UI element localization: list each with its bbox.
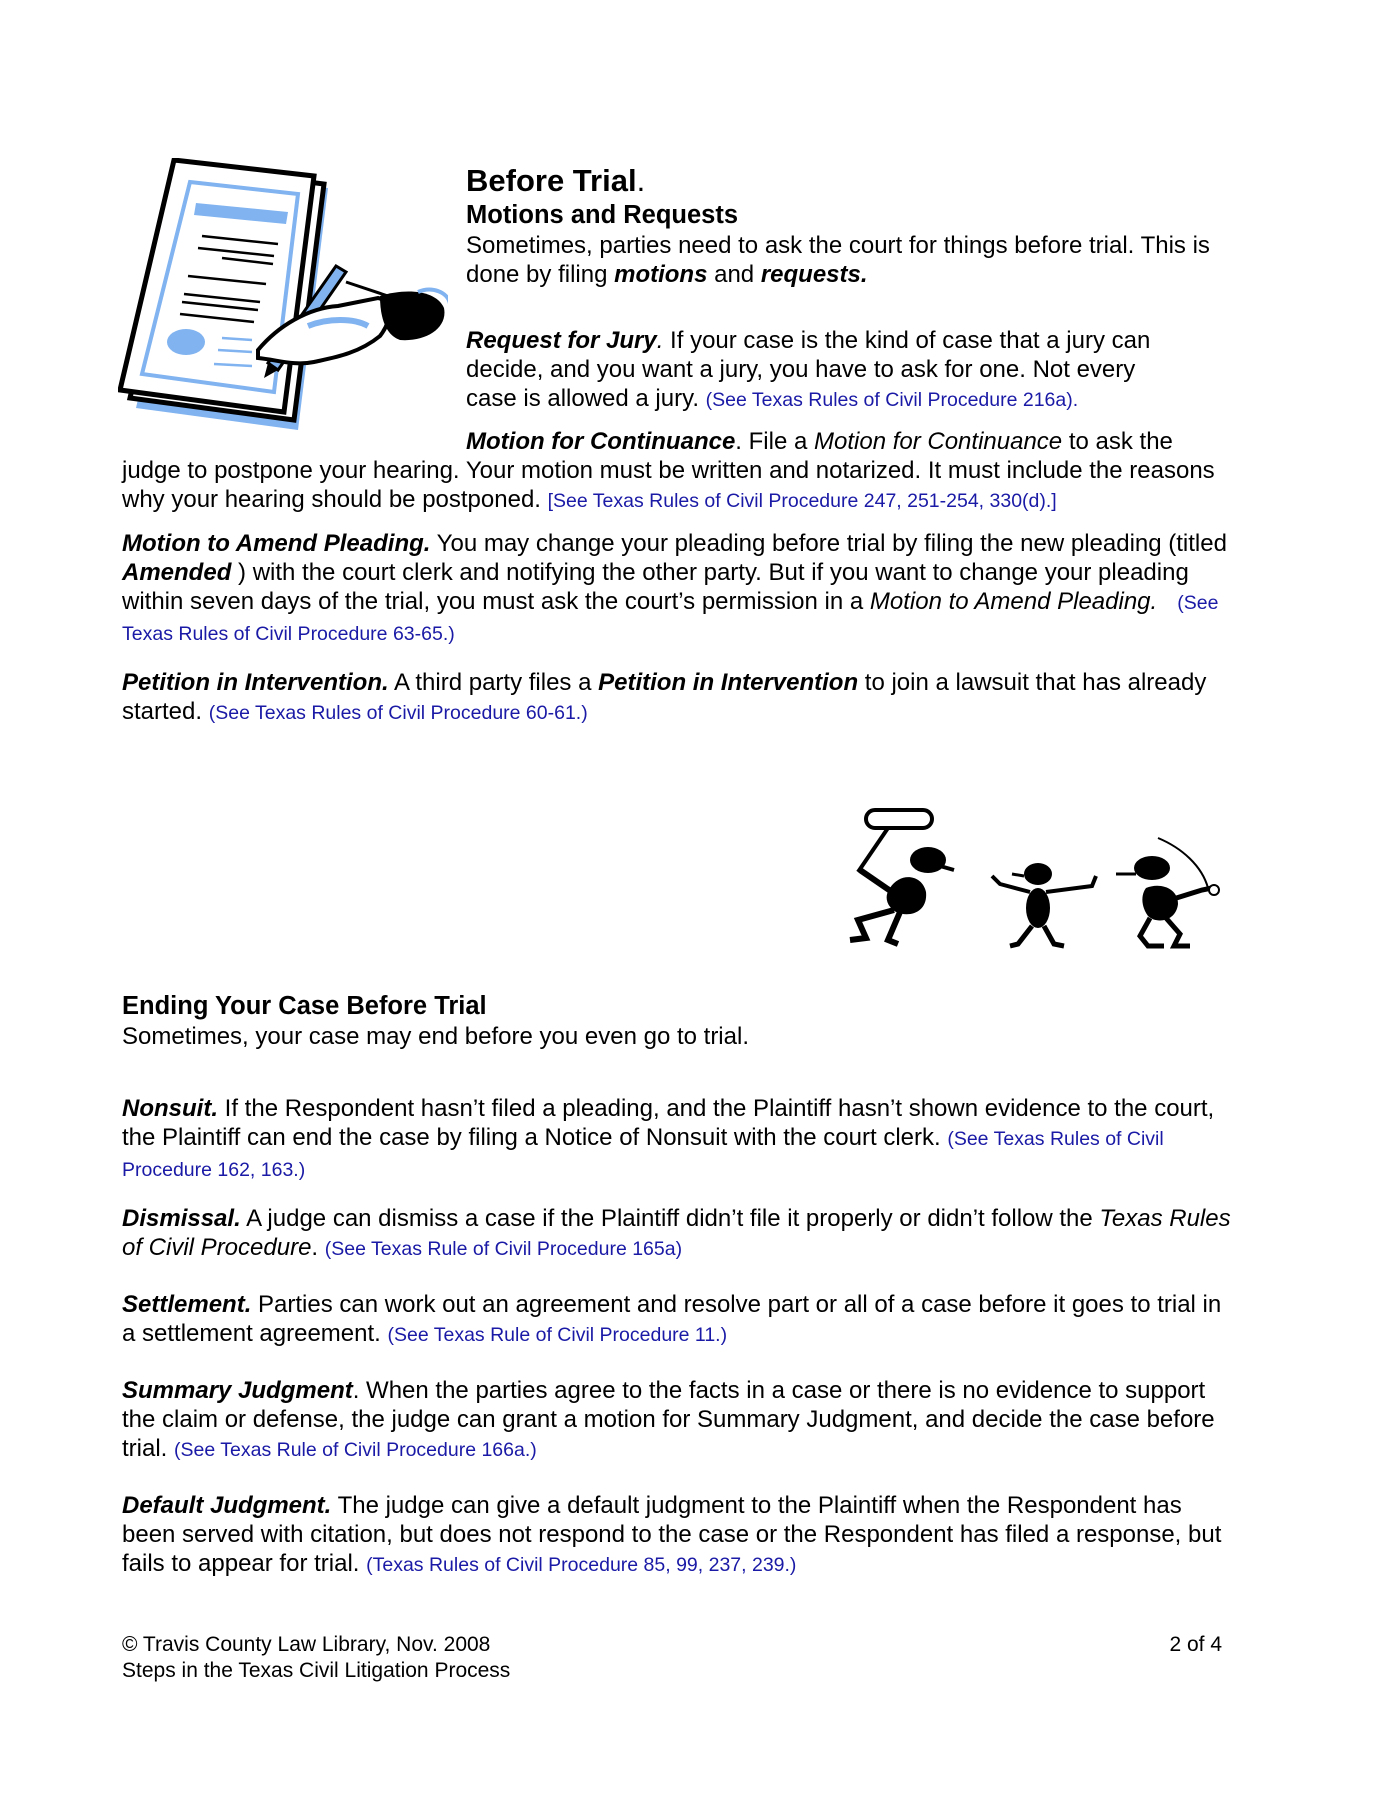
citation-link: [See Texas Rules of Civil Procedure 247, 251-254, 330(d).] <box>547 490 1057 512</box>
footer-copyright: © Travis County Law Library, Nov. 2008 <box>122 1633 491 1656</box>
motion-for-continuance-paragraph: judge to postpone your hearing. Your motion must be written and notarized. It must include the reasons why your hearing should be postponed. [See Texas Rules of Civil Procedure 247, 251-254, 330(d).] <box>122 457 1215 513</box>
section1-intro: Sometimes, parties need to ask the court for things before trial. This is done by filing motions and requests. <box>466 232 1210 288</box>
citation-link: (See Texas Rule of Civil Procedure 11.) <box>387 1324 728 1346</box>
section2-intro: Sometimes, your case may end before you even go to trial. <box>122 1023 749 1050</box>
petition-in-intervention-paragraph: Petition in Intervention. A third party files a Petition in Intervention to join a lawsuit that has already started. (See Texas Rules of Civil Procedure 60-61.) <box>122 669 1207 725</box>
citation-link: (See Texas Rule of Civil Procedure 165a) <box>324 1238 683 1260</box>
dismissal-paragraph: Dismissal. A judge can dismiss a case if the Plaintiff didn’t file it properly or didn’t follow the Texas Rules of Civil Procedure. (See Texas Rule of Civil Procedure 165a) <box>122 1205 1231 1261</box>
citation-link: (See Texas Rules of Civil Procedure 162, 163.) <box>122 1128 1164 1181</box>
section-title-before-trial: Before Trial. <box>466 163 646 198</box>
citation-link: (See Texas Rules of Civil Procedure 60-61.) <box>208 702 588 724</box>
nonsuit-paragraph: Nonsuit. If the Respondent hasn’t filed a pleading, and the Plaintiff hasn’t shown evidence to the court, the Plaintiff can end the case by filing a Notice of Nonsuit with the court clerk. (See Texas Rules of Civil Procedure 162, 163.) <box>122 1095 1215 1181</box>
fighting-figures-icon <box>830 800 1240 950</box>
request-for-jury-paragraph: Request for Jury. If your case is the kind of case that a jury can decide, and you want a jury, you have to ask for one. Not every case is allowed a jury. (See Texas Rules of Civil Procedure 216a). <box>466 327 1151 412</box>
default-judgment-paragraph: Default Judgment. The judge can give a default judgment to the Plaintiff when the Respondent has been served with citation, but does not respond to the case or the Respondent has filed a response, but fails to appear for trial. (Texas Rules of Civil Procedure 85, 99, 237, 239.) <box>122 1492 1222 1577</box>
footer-doc-title: Steps in the Texas Civil Litigation Process <box>122 1659 511 1682</box>
footer <box>122 1632 510 1684</box>
settlement-paragraph: Settlement. Parties can work out an agreement and resolve part or all of a case before it goes to trial in a settlement agreement. (See Texas Rule of Civil Procedure 11.) <box>122 1291 1222 1347</box>
citation-link: (See Texas Rules of Civil Procedure 216a). <box>705 389 1079 411</box>
section-subtitle-motions-requests: Motions and Requests <box>466 201 739 229</box>
citation-link: (Texas Rules of Civil Procedure 85, 99, 237, 239.) <box>366 1554 797 1576</box>
citation-link: (See Texas Rule of Civil Procedure 166a.) <box>174 1439 537 1461</box>
section-title-ending-case: Ending Your Case Before Trial <box>122 992 487 1020</box>
citation-link: (See Texas Rules of Civil Procedure 63-65.) <box>122 592 1219 645</box>
document-signing-icon <box>118 158 448 438</box>
motion-to-amend-paragraph: Motion to Amend Pleading. You may change your pleading before trial by filing the new pleading (titled Amended ) with the court clerk and notifying the other party. But if you want to change your pleading within seven days of the trial, you must ask the court’s permission in a Motion to Amend Pleading. (See Texas Rules of Civil Procedure 63-65.) <box>122 530 1227 645</box>
summary-judgment-paragraph: Summary Judgment. When the parties agree to the facts in a case or there is no evidence to support the claim or defense, the judge can grant a motion for Summary Judgment, and decide the case before trial. (See Texas Rule of Civil Procedure 166a.) <box>122 1377 1215 1462</box>
motion-for-continuance-first-line: Motion for Continuance. File a Motion for Continuance to ask the <box>466 428 1173 455</box>
page-number: 2 of 4 <box>1169 1633 1222 1656</box>
fighting-figures-illustration <box>830 800 1240 950</box>
signing-document-illustration <box>118 158 448 438</box>
